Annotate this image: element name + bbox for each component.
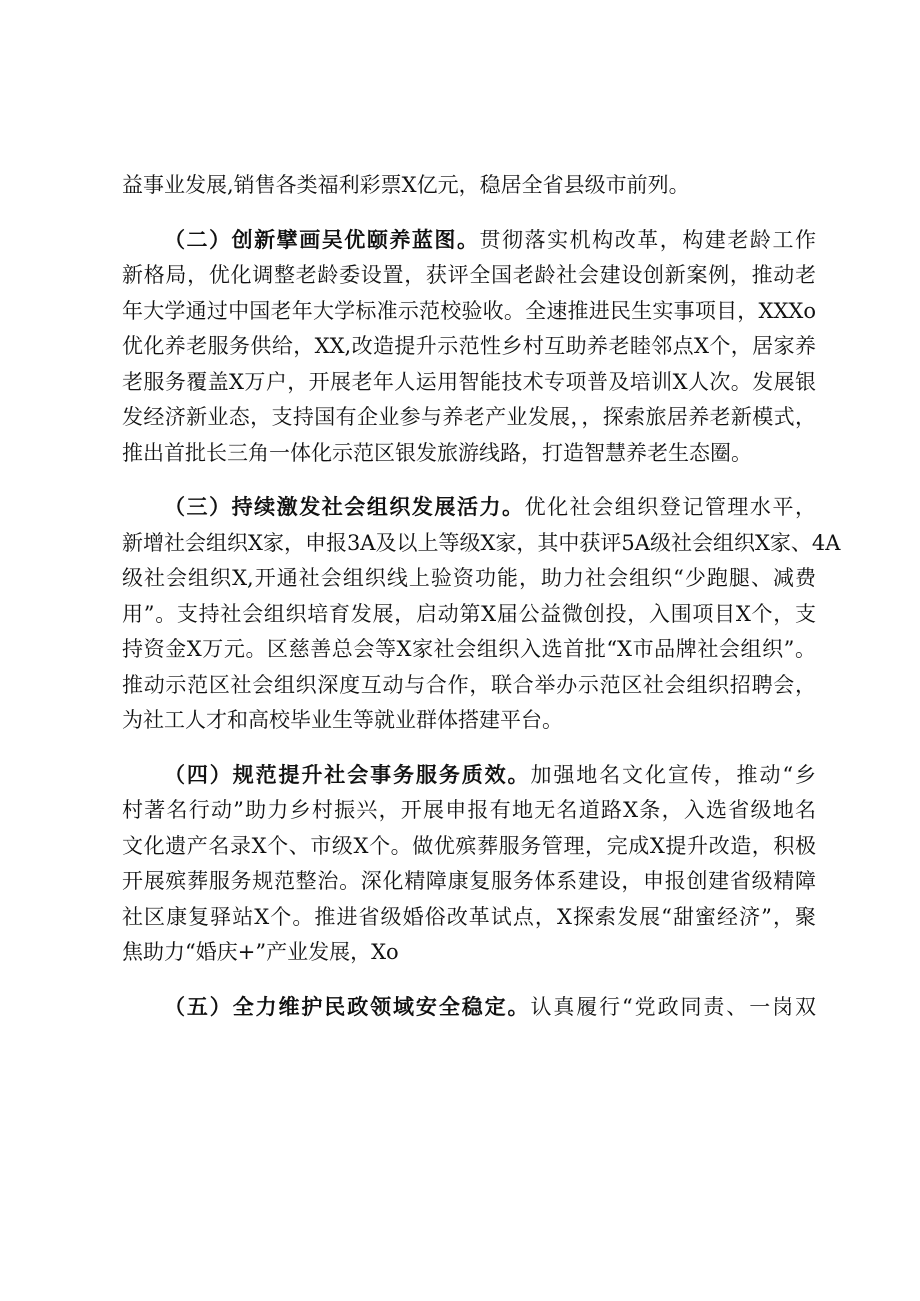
paragraph-line: 为社工人才和高校毕业生等就业群体搭建平台。 — [122, 708, 563, 732]
paragraph-first-line — [122, 490, 816, 526]
paragraph-line: 新格局，优化调整老龄委设置，获评全国老龄社会建设创新案例，推动老 — [122, 263, 816, 287]
paragraph-line: 推出首批长三角一体化示范区银发旅游线路，打造智慧养老生态圈。 — [122, 440, 752, 465]
paragraph-line: 村著名行动”助力乡村振兴，开展申报有地无名道路X条，入选省级地名 — [122, 798, 816, 822]
section-heading: （二）创新擘画吴优颐养蓝图。 — [164, 227, 480, 252]
paragraph-first-line — [122, 990, 816, 1026]
paragraph-text: 贯彻落实机构改革，构建老龄工作 — [479, 227, 816, 252]
paragraph-first-line — [122, 758, 816, 794]
section-heading: （四）规范提升社会事务服务质效。 — [164, 762, 531, 787]
paragraph-line: 开展殡葬服务规范整治。深化精障康复服务体系建设，申报创建省级精障 — [122, 869, 816, 893]
section-heading: （三）持续激发社会组织发展活力。 — [164, 495, 525, 519]
paragraph-line: 持资金X万元。区慈善总会等X家社会组织入选首批“X市品牌社会组织”。 — [122, 637, 816, 661]
paragraph-line: 年大学通过中国老年大学标准示范校验收。全速推进民生实事项目，XXXo — [122, 298, 816, 323]
paragraph-text: 优化社会组织登记管理水平， — [524, 495, 817, 519]
paragraph-text: 加强地名文化宣传，推动“乡 — [530, 762, 816, 787]
paragraph-line: 发经济新业态，支持国有企业参与养老产业发展，，探索旅居养老新模式， — [122, 405, 816, 429]
paragraph-line: 老服务覆盖X万户，开展老年人运用智能技术专项普及培训X人次。发展银 — [122, 369, 816, 394]
paragraph-line: 推动示范区社会组织深度互动与合作，联合举办示范区社会组织招聘会， — [122, 672, 816, 697]
paragraph-line: 用”。支持社会组织培育发展，启动第X届公益微创投，入围项目X个，支 — [122, 601, 816, 626]
paragraph-text: 认真履行“党政同责、一岗双 — [530, 994, 816, 1019]
paragraph-line: 新增社会组织X家，申报3A及以上等级X家，其中获评5A级社会组织X家、4A — [122, 530, 841, 555]
paragraph-line: 社区康复驿站X个。推进省级婚俗改革试点，X探索发展“甜蜜经济”，聚 — [122, 904, 816, 929]
paragraph-line: 益事业发展,销售各类福利彩票X亿元，稳居全省县级市前列。 — [122, 173, 690, 197]
paragraph-line: 优化养老服务供给，XX,改造提升示范性乡村互助养老睦邻点X个，居家养 — [122, 334, 816, 358]
section-heading: （五）全力维护民政领域安全稳定。 — [164, 994, 531, 1019]
paragraph-line: 文化遗产名录X个、市级X个。做优殡葬服务管理，完成X提升改造，积极 — [122, 833, 816, 858]
paragraph-line: 级社会组织X,开通社会组织线上验资功能，助力社会组织“少跑腿、减费 — [122, 566, 816, 590]
paragraph-first-line — [122, 223, 816, 259]
document-body — [122, 168, 841, 1025]
paragraph-line: 焦助力“婚庆+”产业发展，Xo — [122, 940, 399, 964]
